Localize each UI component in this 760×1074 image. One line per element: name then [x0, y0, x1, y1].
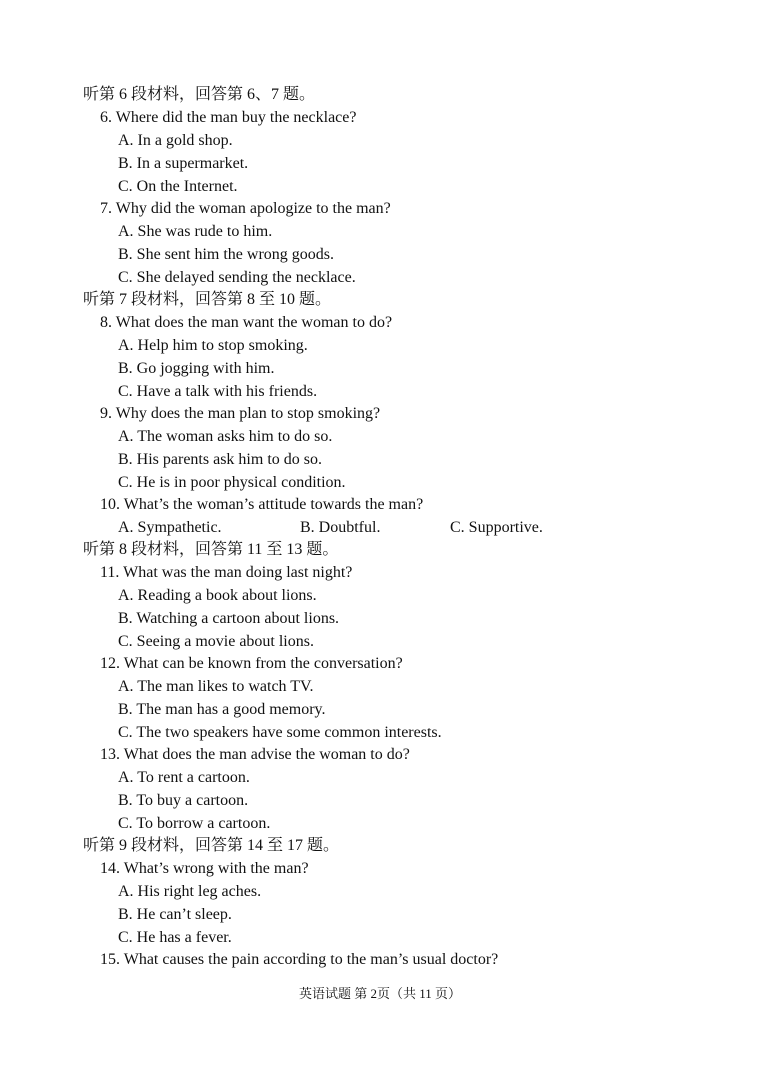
answer-option: A. The man likes to watch TV. [118, 678, 314, 695]
answer-option: A. Reading a book about lions. [118, 587, 317, 604]
answer-option: A. To rent a cartoon. [118, 769, 250, 786]
answer-option: C. Seeing a movie about lions. [118, 633, 314, 650]
section-heading: 听第 7 段材料，回答第 8 至 10 题。 [83, 291, 332, 308]
answer-option: B. To buy a cartoon. [118, 792, 249, 809]
section-heading: 听第 9 段材料，回答第 14 至 17 题。 [83, 837, 340, 854]
answer-option: C. She delayed sending the necklace. [118, 269, 356, 286]
answer-option: B. He can’t sleep. [118, 906, 232, 923]
answer-option: B. The man has a good memory. [118, 701, 326, 718]
answer-option: A. In a gold shop. [118, 132, 233, 149]
question-stem: 12. What can be known from the conversation? [100, 655, 403, 672]
answer-option: A. His right leg aches. [118, 883, 262, 900]
answer-option: C. Supportive. [450, 519, 543, 536]
answer-option: A. Help him to stop smoking. [118, 337, 308, 354]
answer-option: B. Doubtful. [300, 519, 381, 536]
question-stem: 9. Why does the man plan to stop smoking? [100, 405, 381, 422]
page-footer: 英语试题 第 2页（共 11 页） [298, 986, 462, 1001]
answer-option: B. Go jogging with him. [118, 360, 275, 377]
answer-option: A. She was rude to him. [118, 223, 273, 240]
section-heading: 听第 6 段材料，回答第 6、7 题。 [83, 86, 316, 103]
answer-option: C. He has a fever. [118, 929, 232, 946]
question-stem: 6. Where did the man buy the necklace? [100, 109, 357, 126]
question-stem: 8. What does the man want the woman to do? [100, 314, 393, 331]
question-stem: 15. What causes the pain according to the man’s usual doctor? [100, 951, 499, 968]
question-stem: 7. Why did the woman apologize to the man? [100, 200, 391, 217]
question-stem: 10. What’s the woman’s attitude towards the man? [100, 496, 424, 513]
answer-option: C. Have a talk with his friends. [118, 383, 318, 400]
answer-option: C. The two speakers have some common interests. [118, 724, 442, 741]
question-stem: 11. What was the man doing last night? [100, 564, 353, 581]
answer-option: B. She sent him the wrong goods. [118, 246, 334, 263]
answer-option: C. On the Internet. [118, 178, 238, 195]
answer-option: B. In a supermarket. [118, 155, 249, 172]
answer-option: C. To borrow a cartoon. [118, 815, 271, 832]
answer-option: A. The woman asks him to do so. [118, 428, 333, 445]
section-heading: 听第 8 段材料，回答第 11 至 13 题。 [83, 541, 339, 558]
question-stem: 13. What does the man advise the woman to do? [100, 746, 410, 763]
answer-option: C. He is in poor physical condition. [118, 474, 346, 491]
answer-option: B. Watching a cartoon about lions. [118, 610, 340, 627]
answer-option: B. His parents ask him to do so. [118, 451, 322, 468]
question-stem: 14. What’s wrong with the man? [100, 860, 309, 877]
answer-option: A. Sympathetic. [118, 519, 222, 536]
